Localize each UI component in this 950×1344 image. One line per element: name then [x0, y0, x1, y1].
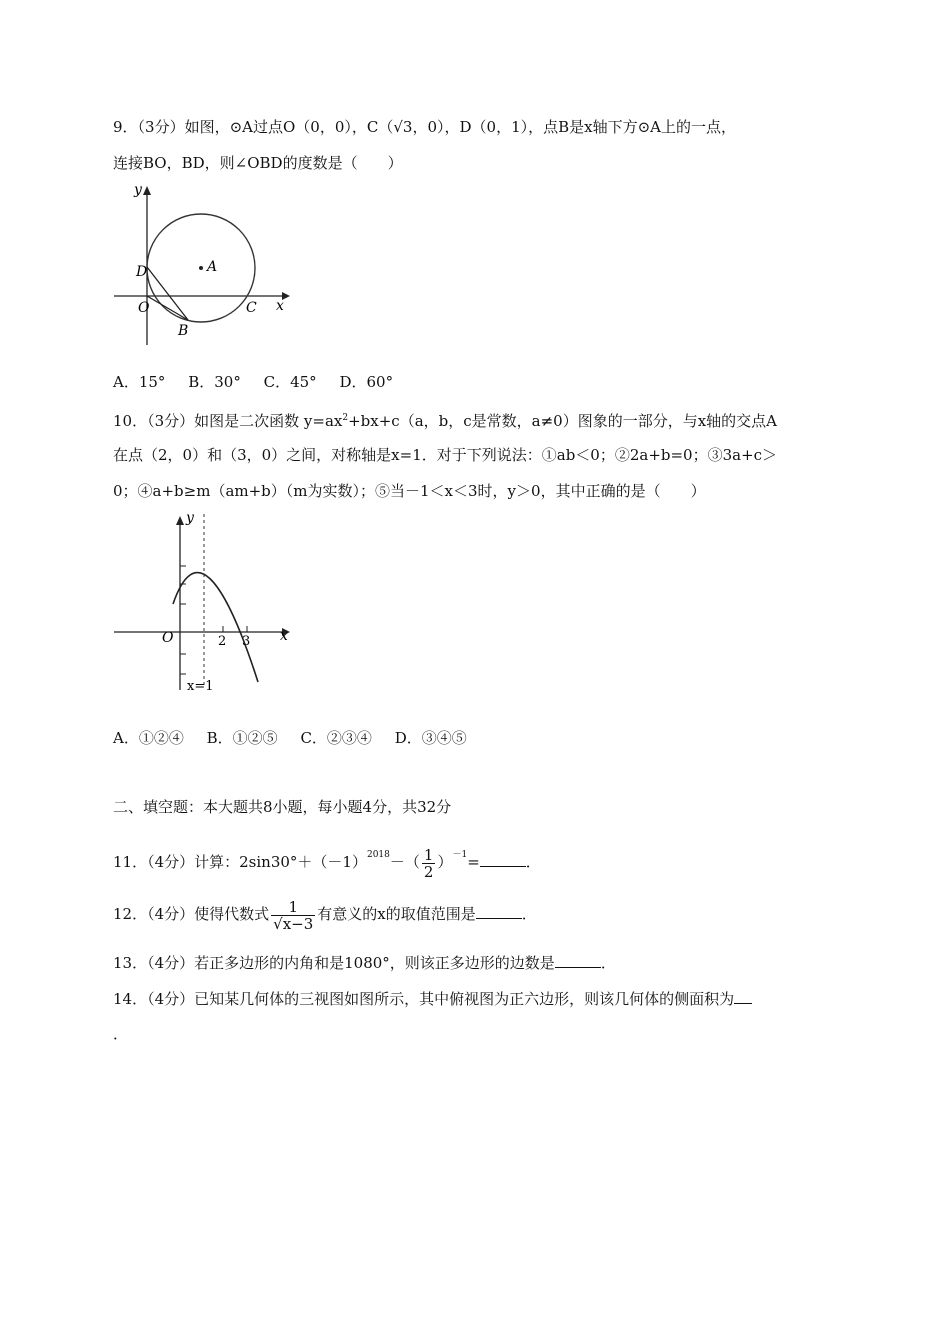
q9-choice-a[interactable]: A．15° [113, 373, 166, 391]
q10-label-2: 2 [218, 634, 227, 649]
q10-text-line3: 0；④a+b≥m（am+b）（m为实数）；⑤当－1＜x＜3时，y＞0，其中正确的是（ ） [113, 482, 706, 500]
q10-text-sup: 2 [342, 413, 349, 423]
q11-frac-num: 1 [423, 845, 434, 864]
q9-choice-b[interactable]: B．30° [188, 373, 241, 391]
q11-mid: －（ [389, 853, 420, 871]
q14-text: 14．（4分）已知某几何体的三视图如图所示，其中俯视图为正六边形，则该几何体的侧面积为 [113, 990, 735, 1008]
q11-answer-blank[interactable] [480, 850, 526, 867]
q10-label-y: y [186, 510, 194, 526]
q9-choice-c[interactable]: C．45° [263, 373, 317, 391]
q11-fraction [422, 847, 436, 880]
q9-label-a: A [207, 259, 218, 275]
q10-label-x: x [280, 628, 288, 644]
q10-text-line1 [113, 407, 777, 432]
q9-label-x: x [276, 298, 284, 314]
q11-close: ） [437, 853, 453, 871]
q12-fraction [271, 899, 315, 932]
q11-line [113, 840, 541, 880]
q11-exp2: －1 [452, 850, 468, 860]
q10-text-line1a: 10．（3分）如图是二次函数 y=ax [113, 412, 343, 430]
q13-end: ． [600, 954, 616, 972]
q12-frac-num: 1 [271, 899, 315, 916]
q9-choice-d[interactable]: D．60° [339, 373, 394, 391]
q10-text-line2: 在点（2，0）和（3，0）之间，对称轴是x=1．对于下列说法：①ab＜0；②2a+b=0；③3a+c＞ [113, 446, 778, 464]
q13-answer-blank[interactable] [555, 951, 601, 968]
q10-text-line1b: +bx+c（a，b，c是常数，a≠0）图象的一部分，与x轴的交点A [348, 412, 777, 430]
q9-label-o: O [138, 300, 150, 316]
q11-prefix: 11．（4分）计算：2sin30°＋（－1） [113, 853, 367, 871]
q12-line [113, 898, 537, 932]
q9-label-c: C [246, 300, 257, 316]
q11-eq: = [467, 853, 480, 871]
q9-circle-figure [110, 180, 300, 350]
q14-answer-blank[interactable] [734, 987, 752, 1004]
q13-line [113, 951, 616, 974]
q10-choice-d[interactable]: D．③④⑤ [394, 729, 467, 747]
q11-end: ． [525, 853, 541, 871]
q9-text-line1: 9．（3分）如图，⊙A过点O（0，0），C（√3，0），D（0，1），点B是x轴下方⊙A上的一点， [113, 118, 736, 136]
q12-suffix: 有意义的x的取值范围是 [317, 905, 476, 923]
q10-choice-b[interactable]: B．①②⑤ [206, 729, 278, 747]
q9-label-b: B [178, 323, 189, 339]
q11-exp: 2018 [366, 850, 390, 860]
q10-label-axis: x=1 [187, 679, 214, 694]
q9-text-line2: 连接BO，BD，则∠OBD的度数是（ ） [113, 154, 403, 172]
q10-choice-c[interactable]: C．②③④ [300, 729, 372, 747]
q12-frac-den: √x−3 [273, 914, 314, 933]
q9-label-d: D [136, 264, 148, 280]
q9-label-y: y [134, 182, 142, 198]
q9-choices [113, 371, 411, 393]
q12-prefix: 12．（4分）使得代数式 [113, 905, 270, 923]
q10-choice-a[interactable]: A．①②④ [113, 729, 184, 747]
q10-choices [113, 727, 485, 749]
q12-end: ． [521, 905, 537, 923]
q12-answer-blank[interactable] [476, 902, 522, 919]
q10-label-o: O [162, 630, 174, 646]
q10-label-3: 3 [242, 634, 251, 649]
q11-frac-den: 2 [423, 862, 434, 881]
section2-title: 二、填空题：本大题共8小题，每小题4分，共32分 [113, 798, 452, 816]
q13-text: 13．（4分）若正多边形的内角和是1080°，则该正多边形的边数是 [113, 954, 555, 972]
q14-end: ． [113, 1025, 129, 1043]
q10-parabola-figure [110, 508, 300, 698]
q14-line [113, 987, 752, 1010]
